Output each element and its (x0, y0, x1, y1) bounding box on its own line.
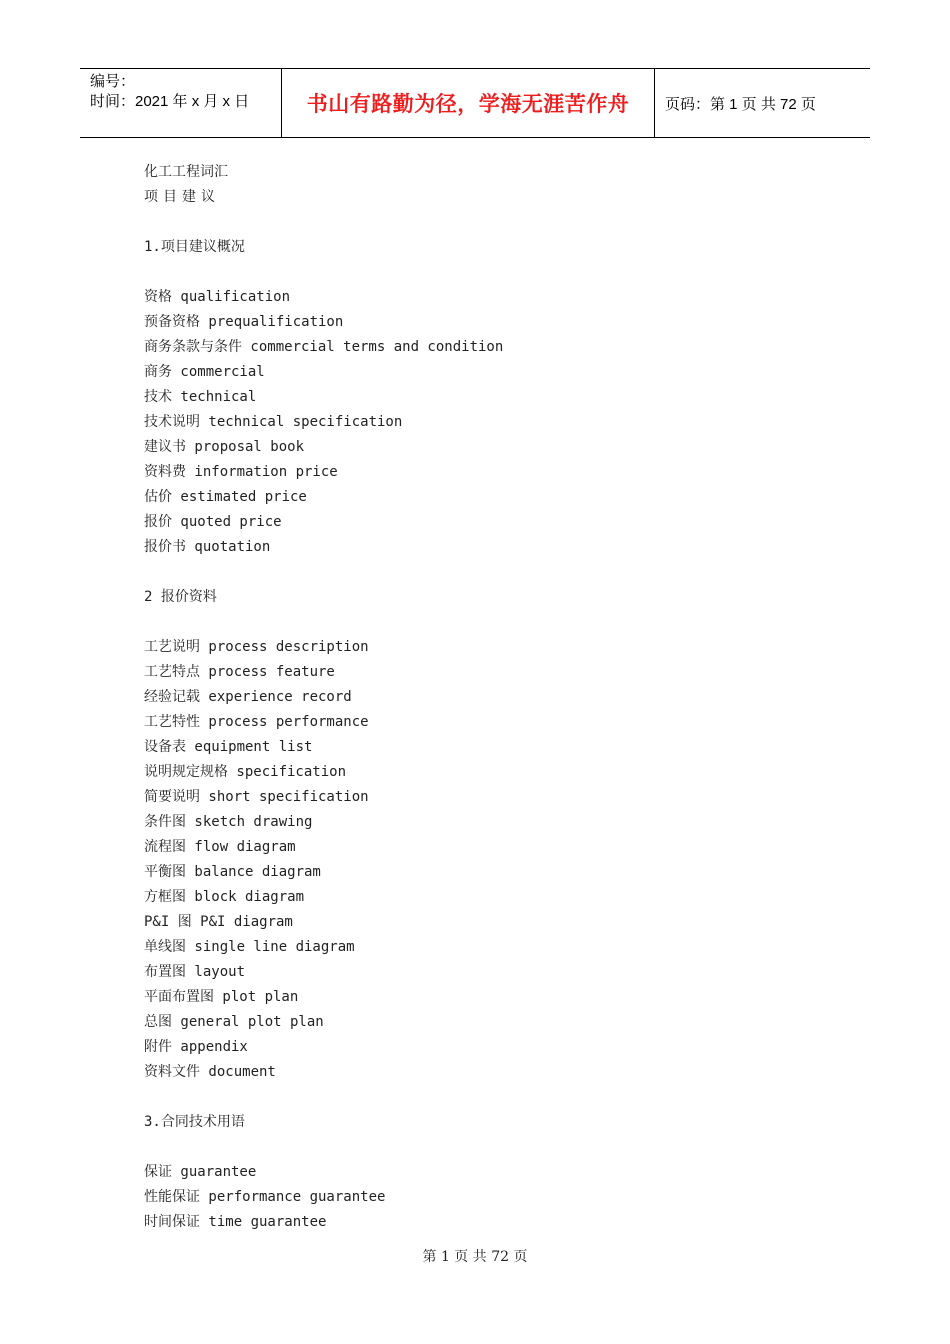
glossary-term: 平面布置图 plot plan (144, 989, 299, 1005)
header-page-info: 页码：第 1 页 共 72 页 (665, 95, 816, 113)
document-title: 化工工程词汇 (144, 164, 228, 180)
glossary-term: 方框图 block diagram (144, 889, 305, 905)
glossary-term: 资格 qualification (144, 289, 291, 305)
footer-page-number: 第 1 页 共 72 页 (422, 1249, 528, 1265)
glossary-term: 总图 general plot plan (144, 1014, 324, 1030)
header-motto: 书山有路勤为径，学海无涯苦作舟 (306, 92, 630, 116)
glossary-term: 保证 guarantee (144, 1164, 257, 1180)
glossary-term: 平衡图 balance diagram (144, 864, 321, 880)
glossary-term: 建议书 proposal book (144, 439, 305, 455)
glossary-term: 报价书 quotation (144, 539, 271, 555)
glossary-term: 性能保证 performance guarantee (144, 1189, 386, 1205)
glossary-term: 估价 estimated price (144, 489, 307, 505)
glossary-term: 条件图 sketch drawing (144, 814, 313, 830)
glossary-term: 资料文件 document (144, 1064, 276, 1080)
glossary-term: 附件 appendix (144, 1039, 248, 1055)
document-subtitle: 项目建议 (144, 189, 220, 205)
glossary-term: P&I 图 P&I diagram (144, 914, 293, 930)
document-date: 时间：2021 年 x 月 x 日 (90, 93, 250, 110)
glossary-term: 技术 technical (144, 389, 257, 405)
document-number-label: 编号： (90, 73, 136, 90)
glossary-term: 工艺特点 process feature (144, 664, 335, 680)
glossary-term: 说明规定规格 specification (144, 764, 347, 780)
glossary-term: 技术说明 technical specification (144, 414, 403, 430)
page-footer (0, 1246, 950, 1266)
glossary-term: 报价 quoted price (144, 514, 282, 530)
glossary-term: 布置图 layout (144, 964, 246, 980)
glossary-term: 预备资格 prequalification (144, 314, 344, 330)
section-heading: 1.项目建议概况 (144, 239, 245, 255)
glossary-term: 资料费 information price (144, 464, 338, 480)
glossary-term: 流程图 flow diagram (144, 839, 296, 855)
glossary-term: 工艺特性 process performance (144, 714, 369, 730)
glossary-term: 工艺说明 process description (144, 639, 369, 655)
header-left-cell (80, 69, 282, 137)
glossary-term: 商务 commercial (144, 364, 265, 380)
header-motto-cell (282, 69, 655, 137)
section-heading: 3.合同技术用语 (144, 1114, 245, 1130)
page-header (80, 68, 870, 138)
document-body (144, 160, 844, 1235)
header-page-cell (655, 69, 870, 137)
glossary-term: 设备表 equipment list (144, 739, 313, 755)
glossary-term: 单线图 single line diagram (144, 939, 355, 955)
glossary-term: 简要说明 short specification (144, 789, 369, 805)
glossary-term: 时间保证 time guarantee (144, 1214, 327, 1230)
section-heading: 2 报价资料 (144, 589, 217, 605)
glossary-term: 经验记载 experience record (144, 689, 352, 705)
glossary-term: 商务条款与条件 commercial terms and condition (144, 339, 504, 355)
